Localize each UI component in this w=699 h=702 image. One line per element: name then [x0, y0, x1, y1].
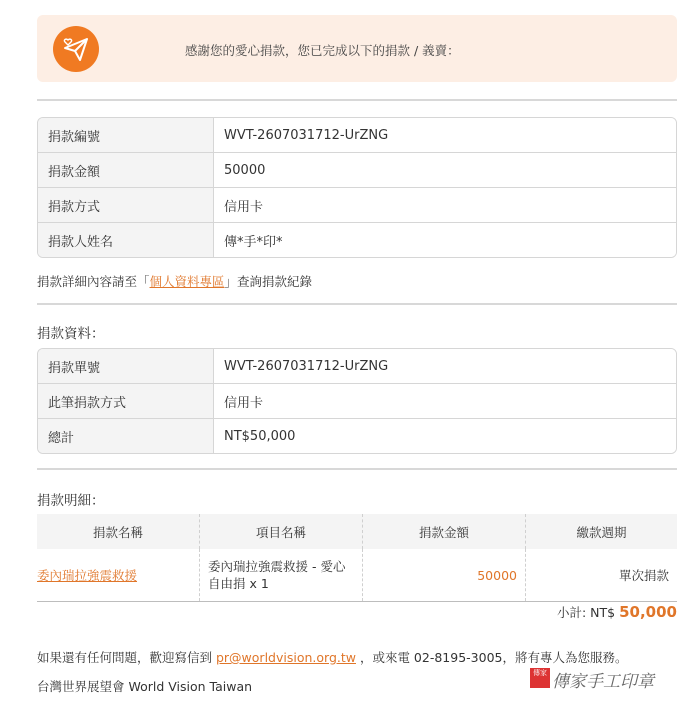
info-row: [38, 349, 676, 384]
watermark-brand: 傳家手工印章: [552, 672, 654, 692]
table-row: [37, 549, 677, 602]
profile-area-link[interactable]: 個人資料專區: [149, 274, 225, 289]
summary-row: [38, 118, 676, 153]
org-name: 台灣世界展望會 World Vision Taiwan: [37, 679, 253, 694]
paper-plane-heart-icon: [53, 26, 99, 72]
donation-details-table: [37, 514, 677, 602]
donation-name-link[interactable]: 委內瑞拉強震救援: [37, 568, 138, 583]
payment-cycle: 單次捐款: [618, 568, 669, 583]
header-item-name: 項目名稱: [200, 514, 363, 549]
info-row: [38, 384, 676, 419]
summary-value: 信用卡: [214, 188, 676, 223]
divider: [37, 99, 677, 101]
contact-line: [37, 648, 627, 666]
donation-info-title: 捐款資料：: [37, 326, 105, 342]
info-value: NT$50,000: [214, 419, 676, 453]
note-suffix: 」查詢捐款紀錄: [224, 274, 313, 289]
divider: [37, 303, 677, 305]
summary-key: 捐款金額: [38, 153, 214, 188]
header-amount: 捐款金額: [363, 514, 526, 549]
summary-row: [38, 223, 676, 257]
donation-summary-table: [37, 117, 677, 258]
summary-row: [38, 188, 676, 223]
summary-value: 50000: [214, 153, 676, 188]
subtotal-label: 小計: NT$: [557, 605, 616, 620]
info-key: 捐款單號: [38, 349, 214, 384]
summary-key: 捐款人姓名: [38, 223, 214, 257]
details-header-row: [37, 514, 677, 549]
info-value: 信用卡: [214, 384, 676, 419]
contact-prefix: 如果還有任何問題，歡迎寫信到: [37, 650, 216, 665]
info-row: [38, 419, 676, 453]
summary-key: 捐款編號: [38, 118, 214, 153]
divider: [37, 468, 677, 470]
subtotal: [557, 603, 677, 621]
summary-row: [38, 153, 676, 188]
thank-you-banner: [37, 15, 677, 82]
donation-amount: 50000: [363, 549, 526, 602]
header-donation-name: 捐款名稱: [37, 514, 200, 549]
profile-note: [37, 272, 312, 290]
subtotal-amount: 50,000: [619, 603, 677, 621]
info-value: WVT-2607031712-UrZNG: [214, 349, 676, 384]
contact-suffix: ，或來電 02-8195-3005，將有專人為您服務。: [355, 650, 628, 665]
donation-info-table: [37, 348, 677, 454]
item-name: 委內瑞拉強震救援 - 愛心自由捐 x 1: [200, 549, 363, 602]
banner-message: 感謝您的愛心捐款，您已完成以下的捐款 / 義賣：: [185, 43, 460, 58]
contact-email-link[interactable]: pr@worldvision.org.tw: [215, 650, 356, 665]
summary-value: WVT-2607031712-UrZNG: [214, 118, 676, 153]
note-prefix: 捐款詳細內容請至「: [37, 274, 150, 289]
info-key: 此筆捐款方式: [38, 384, 214, 419]
info-key: 總計: [38, 419, 214, 453]
summary-value: 傳*手*印*: [214, 223, 676, 257]
header-cycle: 繳款週期: [526, 514, 678, 549]
summary-key: 捐款方式: [38, 188, 214, 223]
details-title: 捐款明細：: [37, 493, 105, 509]
seal-stamp: 傳家: [530, 668, 550, 688]
